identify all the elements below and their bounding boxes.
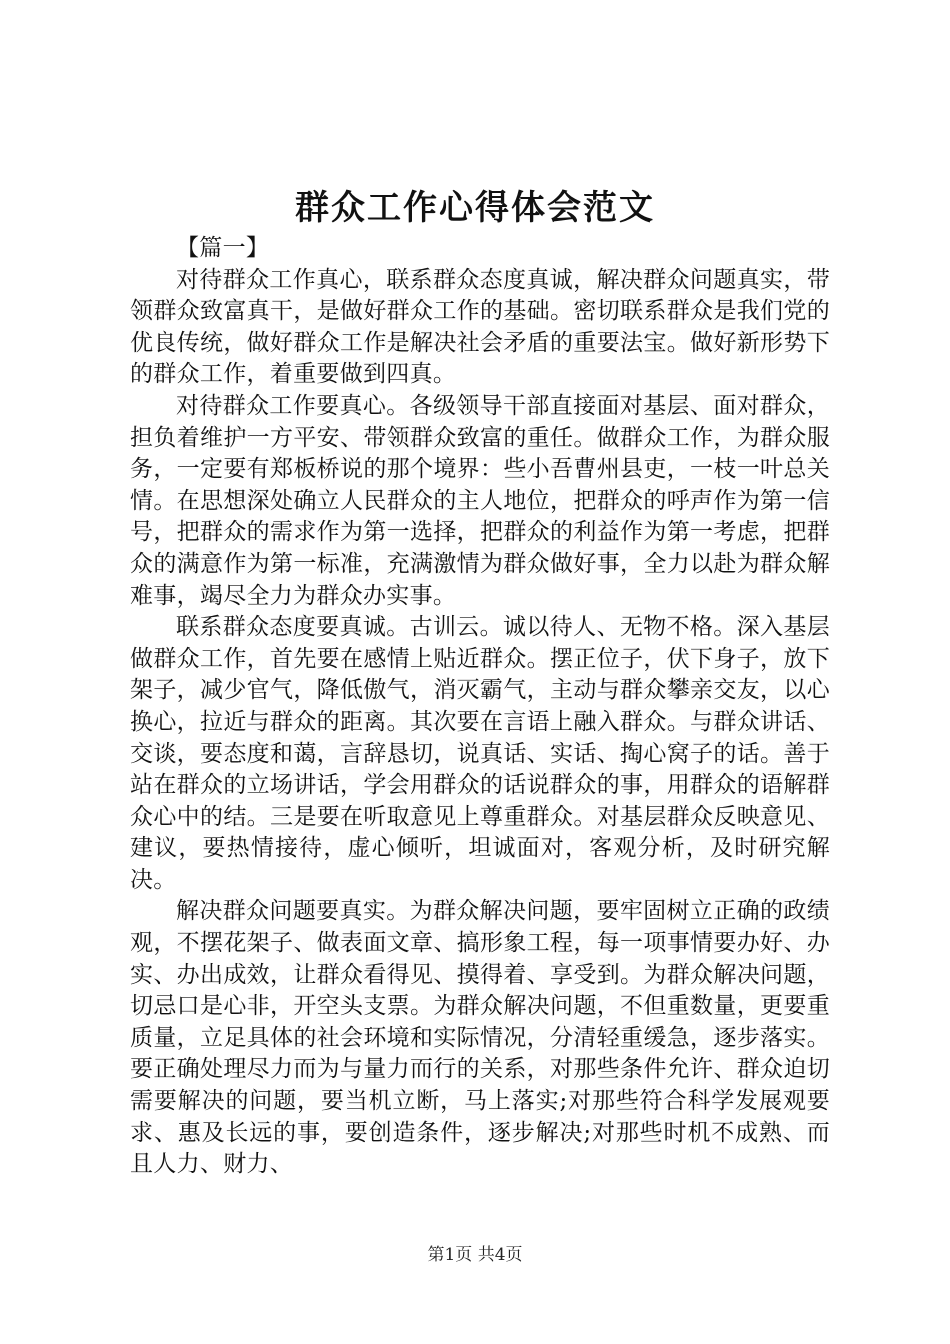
paragraph-3: 联系群众态度要真诚。古训云。诚以待人、无物不格。深入基层做群众工作，首先要在感情上贴近群众。摆正位子，伏下身子，放下架子，减少官气，降低傲气，消灭霸气，主动与群众攀亲交友，以心换心，拉近与群众的距离。其次要在言语上融入群众。与群众讲话、交谈，要态度和蔼，言辞恳切，说真话、实话、掏心窝子的话。善于站在群众的立场讲话，学会用群众的话说群众的事，用群众的语解群众心中的结。三是要在听取意见上尊重群众。对基层群众反映意见、建议，要热情接待，虚心倾听，坦诚面对，客观分析，及时研究解决。 bbox=[130, 614, 830, 893]
document-title: 群众工作心得体会范文 bbox=[295, 188, 655, 228]
paragraph-4: 解决群众问题要真实。为群众解决问题，要牢固树立正确的政绩观，不摆花架子、做表面文章、搞形象工程，每一项事情要办好、办实、办出成效，让群众看得见、摸得着、享受到。为群众解决问题，切忌口是心非，开空头支票。为群众解决问题，不但重数量，更要重质量，立足具体的社会环境和实际情况，分清轻重缓急，逐步落实。要正确处理尽力而为与量力而行的关系，对那些条件允许、群众迫切需要解决的问题，要当机立断，马上落实;对那些符合科学发展观要求、惠及长远的事，要创造条件，逐步解决;对那些时机不成熟、而且人力、财力、 bbox=[130, 898, 830, 1178]
section-label: 【篇一】 bbox=[176, 235, 270, 261]
paragraph-1: 对待群众工作真心，联系群众态度真诚，解决群众问题真实，带领群众致富真干，是做好群众工作的基础。密切联系群众是我们党的优良传统，做好群众工作是解决社会矛盾的重要法宝。做好新形势下的群众工作，着重要做到四真。 bbox=[130, 266, 830, 388]
page-number-footer: 第1页 共4页 bbox=[427, 1245, 523, 1265]
paragraph-2: 对待群众工作要真心。各级领导干部直接面对基层、面对群众，担负着维护一方平安、带领群众致富的重任。做群众工作，为群众服务，一定要有郑板桥说的那个境界：些小吾曹州县吏，一枝一叶总关情。在思想深处确立人民群众的主人地位，把群众的呼声作为第一信号，把群众的需求作为第一选择，把群众的利益作为第一考虑，把群众的满意作为第一标准，充满激情为群众做好事，全力以赴为群众解难事，竭尽全力为群众办实事。 bbox=[130, 392, 830, 609]
document-body bbox=[130, 233, 830, 1181]
